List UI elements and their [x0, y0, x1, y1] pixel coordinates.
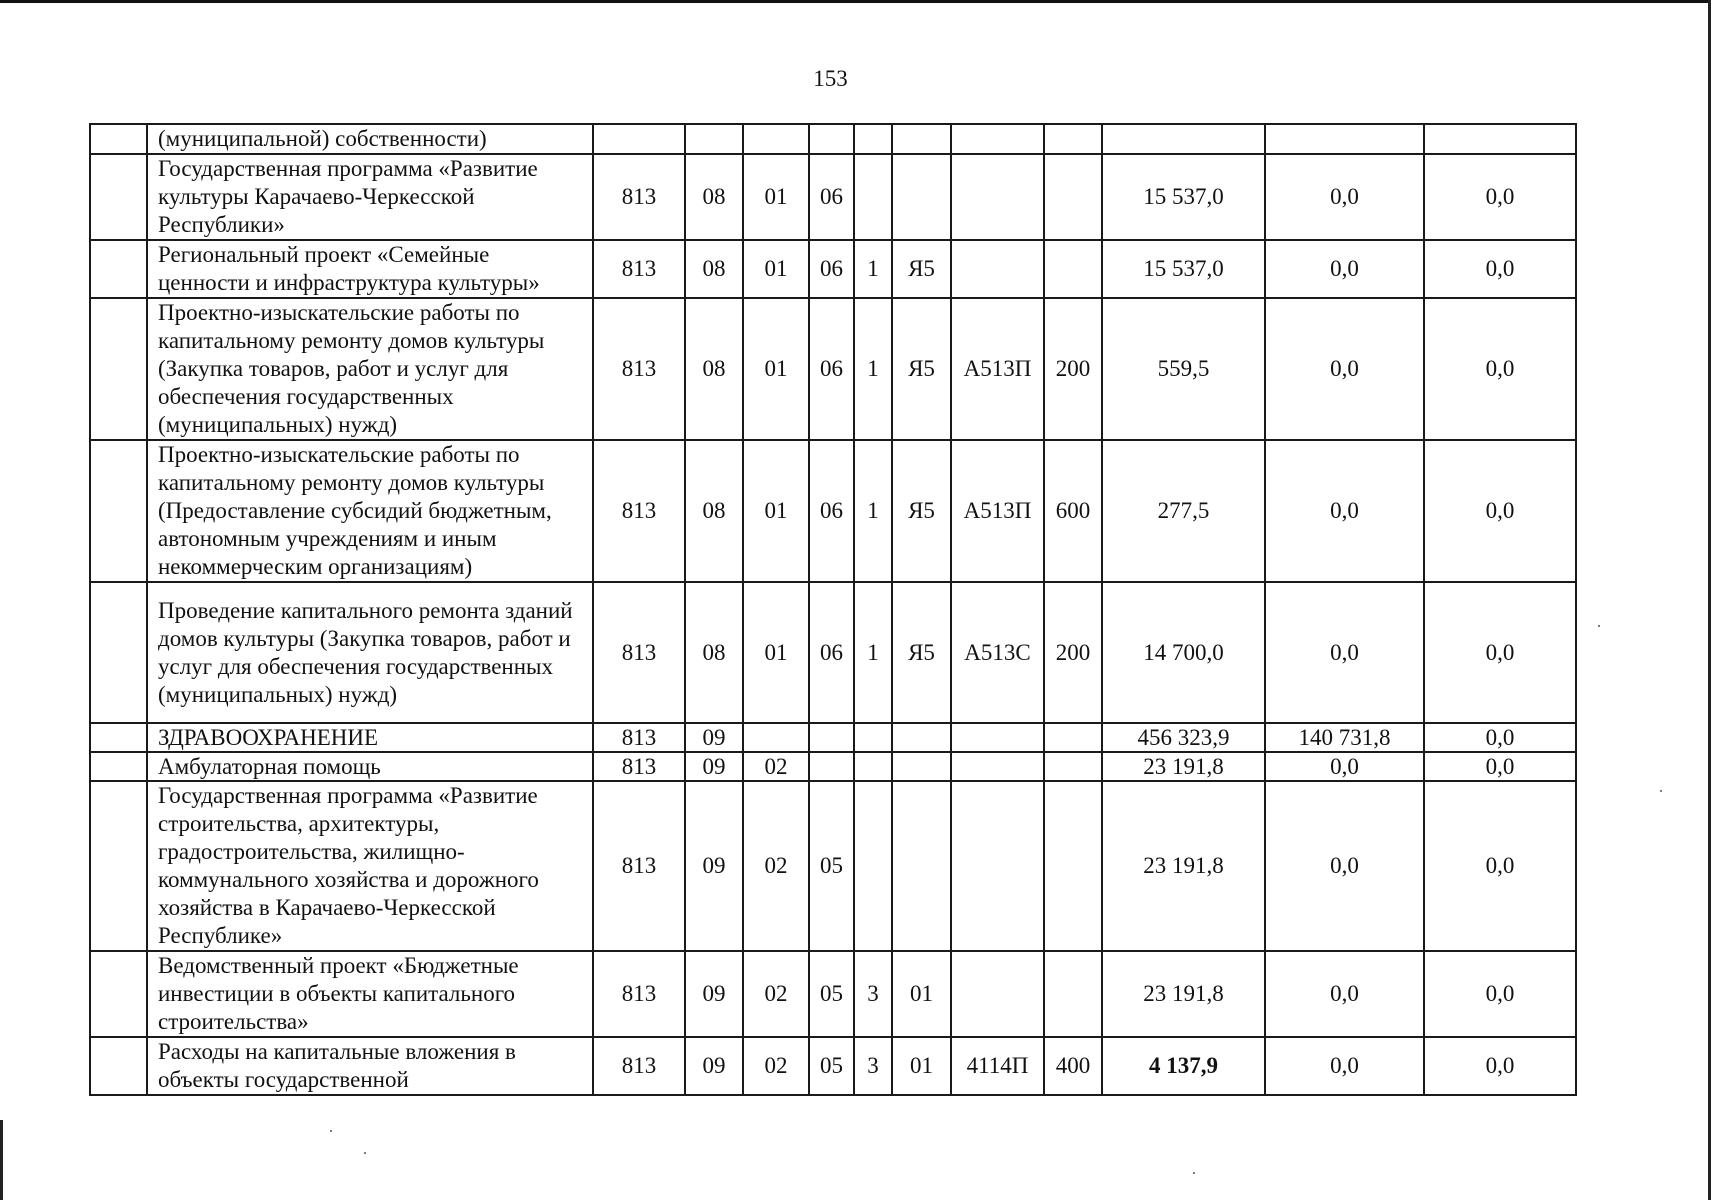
scan-left-bar — [0, 1120, 3, 1200]
row-name-cell: Проведение капитального ремонта зданий домов культуры (Закупка товаров, работ и услуг для обеспечения государственных (муниципальных) нужд) — [147, 582, 593, 723]
scan-speck — [1660, 790, 1662, 792]
page-number: 153 — [813, 66, 848, 91]
project-code-cell — [892, 124, 951, 154]
project-type-cell — [854, 752, 892, 781]
program-code-cell — [809, 124, 854, 154]
ministry-code-cell — [593, 124, 685, 154]
expense-type-cell — [1044, 781, 1102, 951]
project-type-cell — [854, 723, 892, 752]
row-number-cell — [90, 1037, 147, 1095]
ministry-code-cell: 813 — [593, 1037, 685, 1095]
amount-year2-cell: 0,0 — [1265, 298, 1424, 440]
amount-year2-cell: 0,0 — [1265, 582, 1424, 723]
section-code-cell: 08 — [685, 298, 743, 440]
project-code-cell: Я5 — [892, 240, 951, 298]
amount-year2-cell: 0,0 — [1265, 951, 1424, 1037]
row-number-cell — [90, 951, 147, 1037]
expense-direction-cell: А513П — [951, 440, 1044, 582]
amount-year1-cell: 559,5 — [1102, 298, 1265, 440]
row-name-cell: Государственная программа «Развитие культуры Карачаево-Черкесской Республики» — [147, 154, 593, 240]
section-code-cell: 08 — [685, 440, 743, 582]
amount-year3-cell: 0,0 — [1424, 298, 1576, 440]
amount-year3-cell: 0,0 — [1424, 154, 1576, 240]
expense-type-cell — [1044, 723, 1102, 752]
expense-direction-cell — [951, 154, 1044, 240]
row-name-cell: (муниципальной) собственности) — [147, 124, 593, 154]
scan-speck — [1193, 1172, 1195, 1174]
expense-direction-cell — [951, 723, 1044, 752]
table-row — [90, 1037, 1576, 1095]
amount-year2-cell: 0,0 — [1265, 154, 1424, 240]
ministry-code-cell: 813 — [593, 240, 685, 298]
amount-year3-cell: 0,0 — [1424, 752, 1576, 781]
subsection-code-cell — [743, 723, 809, 752]
expense-type-cell — [1044, 951, 1102, 1037]
ministry-code-cell: 813 — [593, 951, 685, 1037]
subsection-code-cell: 01 — [743, 154, 809, 240]
section-code-cell: 09 — [685, 723, 743, 752]
amount-year3-cell: 0,0 — [1424, 1037, 1576, 1095]
program-code-cell: 06 — [809, 440, 854, 582]
amount-year2-cell: 0,0 — [1265, 752, 1424, 781]
expense-type-cell — [1044, 240, 1102, 298]
project-code-cell: 01 — [892, 951, 951, 1037]
amount-year1-cell: 23 191,8 — [1102, 951, 1265, 1037]
amount-year3-cell: 0,0 — [1424, 240, 1576, 298]
ministry-code-cell: 813 — [593, 154, 685, 240]
program-code-cell — [809, 723, 854, 752]
table-row — [90, 240, 1576, 298]
expense-direction-cell — [951, 781, 1044, 951]
expense-type-cell: 600 — [1044, 440, 1102, 582]
amount-year1-cell: 23 191,8 — [1102, 752, 1265, 781]
row-name-cell: Расходы на капитальные вложения в объекты государственной — [147, 1037, 593, 1095]
row-number-cell — [90, 723, 147, 752]
amount-year1-cell: 23 191,8 — [1102, 781, 1265, 951]
project-code-cell — [892, 752, 951, 781]
ministry-code-cell: 813 — [593, 298, 685, 440]
row-name-cell: Региональный проект «Семейные ценности и инфраструктура культуры» — [147, 240, 593, 298]
expense-type-cell — [1044, 752, 1102, 781]
section-code-cell: 09 — [685, 1037, 743, 1095]
subsection-code-cell: 02 — [743, 752, 809, 781]
project-type-cell: 1 — [854, 582, 892, 723]
amount-year1-cell: 15 537,0 — [1102, 154, 1265, 240]
amount-year1-cell: 456 323,9 — [1102, 723, 1265, 752]
expense-direction-cell — [951, 951, 1044, 1037]
expense-direction-cell: 4114П — [951, 1037, 1044, 1095]
table-row — [90, 124, 1576, 154]
amount-year3-cell: 0,0 — [1424, 723, 1576, 752]
section-code-cell: 08 — [685, 154, 743, 240]
expense-direction-cell — [951, 752, 1044, 781]
row-name-cell: ЗДРАВООХРАНЕНИЕ — [147, 723, 593, 752]
project-code-cell: Я5 — [892, 440, 951, 582]
expense-type-cell: 200 — [1044, 298, 1102, 440]
project-type-cell — [854, 154, 892, 240]
row-name-cell: Государственная программа «Развитие строительства, архитектуры, градостроительства, жилищно-коммунального хозяйства и дорожного хозяйства в Карачаево-Черкесской Республике» — [147, 781, 593, 951]
row-name-cell: Ведомственный проект «Бюджетные инвестиции в объекты капитального строительства» — [147, 951, 593, 1037]
amount-year1-cell — [1102, 124, 1265, 154]
project-type-cell — [854, 124, 892, 154]
row-number-cell — [90, 298, 147, 440]
budget-table — [89, 123, 1577, 1096]
amount-year2-cell: 0,0 — [1265, 781, 1424, 951]
expense-direction-cell — [951, 124, 1044, 154]
amount-year1-cell: 277,5 — [1102, 440, 1265, 582]
amount-year2-cell: 0,0 — [1265, 440, 1424, 582]
expense-type-cell — [1044, 154, 1102, 240]
project-type-cell: 1 — [854, 298, 892, 440]
table-row — [90, 723, 1576, 752]
row-number-cell — [90, 124, 147, 154]
expense-type-cell: 400 — [1044, 1037, 1102, 1095]
amount-year3-cell: 0,0 — [1424, 951, 1576, 1037]
expense-type-cell — [1044, 124, 1102, 154]
table-row — [90, 298, 1576, 440]
row-number-cell — [90, 781, 147, 951]
program-code-cell: 06 — [809, 582, 854, 723]
table-row — [90, 951, 1576, 1037]
section-code-cell — [685, 124, 743, 154]
scan-speck — [1598, 625, 1600, 627]
ministry-code-cell: 813 — [593, 781, 685, 951]
program-code-cell: 06 — [809, 240, 854, 298]
project-type-cell — [854, 781, 892, 951]
project-code-cell — [892, 154, 951, 240]
project-code-cell: Я5 — [892, 582, 951, 723]
row-number-cell — [90, 440, 147, 582]
project-type-cell: 1 — [854, 440, 892, 582]
amount-year1-cell: 15 537,0 — [1102, 240, 1265, 298]
expense-direction-cell — [951, 240, 1044, 298]
row-number-cell — [90, 240, 147, 298]
amount-year2-cell: 0,0 — [1265, 1037, 1424, 1095]
program-code-cell: 06 — [809, 298, 854, 440]
section-code-cell: 09 — [685, 752, 743, 781]
amount-year3-cell: 0,0 — [1424, 582, 1576, 723]
amount-year2-cell — [1265, 124, 1424, 154]
program-code-cell: 05 — [809, 1037, 854, 1095]
row-number-cell — [90, 154, 147, 240]
amount-year2-cell: 140 731,8 — [1265, 723, 1424, 752]
project-code-cell: 01 — [892, 1037, 951, 1095]
expense-direction-cell: А513С — [951, 582, 1044, 723]
project-code-cell — [892, 781, 951, 951]
scan-speck — [330, 1130, 332, 1132]
scan-top-border — [0, 0, 1711, 3]
subsection-code-cell: 01 — [743, 240, 809, 298]
expense-type-cell: 200 — [1044, 582, 1102, 723]
project-code-cell — [892, 723, 951, 752]
row-name-cell: Проектно-изыскательские работы по капитальному ремонту домов культуры (Закупка товаров, работ и услуг для обеспечения государственных (муниципальных) нужд) — [147, 298, 593, 440]
ministry-code-cell: 813 — [593, 723, 685, 752]
expense-direction-cell: А513П — [951, 298, 1044, 440]
subsection-code-cell: 01 — [743, 440, 809, 582]
project-type-cell: 3 — [854, 1037, 892, 1095]
row-number-cell — [90, 752, 147, 781]
subsection-code-cell: 01 — [743, 298, 809, 440]
section-code-cell: 08 — [685, 582, 743, 723]
ministry-code-cell: 813 — [593, 440, 685, 582]
section-code-cell: 09 — [685, 781, 743, 951]
row-name-cell: Амбулаторная помощь — [147, 752, 593, 781]
table-row — [90, 154, 1576, 240]
program-code-cell: 05 — [809, 951, 854, 1037]
section-code-cell: 09 — [685, 951, 743, 1037]
amount-year3-cell: 0,0 — [1424, 781, 1576, 951]
subsection-code-cell: 02 — [743, 781, 809, 951]
table-row — [90, 440, 1576, 582]
subsection-code-cell: 02 — [743, 951, 809, 1037]
subsection-code-cell: 02 — [743, 1037, 809, 1095]
amount-year3-cell — [1424, 124, 1576, 154]
ministry-code-cell: 813 — [593, 582, 685, 723]
table-row — [90, 752, 1576, 781]
row-number-cell — [90, 582, 147, 723]
amount-year1-cell: 14 700,0 — [1102, 582, 1265, 723]
subsection-code-cell: 01 — [743, 582, 809, 723]
subsection-code-cell — [743, 124, 809, 154]
amount-year1-cell: 4 137,9 — [1102, 1037, 1265, 1095]
program-code-cell: 06 — [809, 154, 854, 240]
amount-year2-cell: 0,0 — [1265, 240, 1424, 298]
section-code-cell: 08 — [685, 240, 743, 298]
project-code-cell: Я5 — [892, 298, 951, 440]
table-row — [90, 582, 1576, 723]
program-code-cell: 05 — [809, 781, 854, 951]
project-type-cell: 1 — [854, 240, 892, 298]
table-row — [90, 781, 1576, 951]
amount-year3-cell: 0,0 — [1424, 440, 1576, 582]
row-name-cell: Проектно-изыскательские работы по капитальному ремонту домов культуры (Предоставление субсидий бюджетным, автономным учреждениям и иным некоммерческим организациям) — [147, 440, 593, 582]
scan-speck — [364, 1152, 366, 1154]
program-code-cell — [809, 752, 854, 781]
project-type-cell: 3 — [854, 951, 892, 1037]
ministry-code-cell: 813 — [593, 752, 685, 781]
